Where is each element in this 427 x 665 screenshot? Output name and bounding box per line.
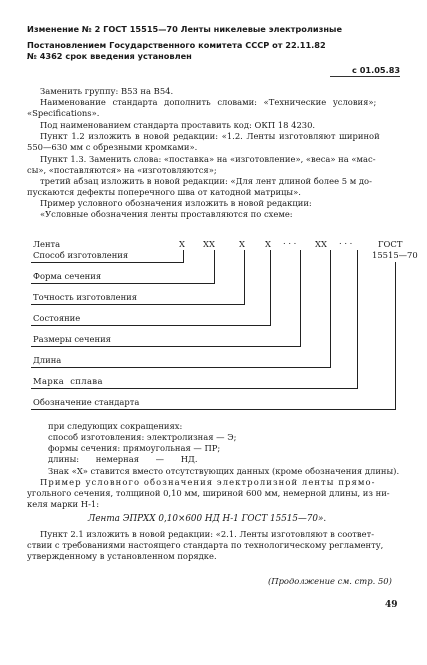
scheme-gost: ГОСТ — [378, 239, 403, 249]
connector-v3 — [244, 250, 245, 304]
connector-h4 — [31, 325, 271, 326]
paragraph-scheme-intro: «Условные обозначения ленты проставляются по схеме: — [40, 209, 293, 219]
scheme-code-5: . . . — [283, 236, 297, 246]
abbrev-intro: при следующих сокращениях: — [48, 421, 183, 431]
scheme-code-2: ХХ — [203, 239, 215, 249]
paragraph-third: третий абзац изложить в новой редакции: «Для лент длиной более 5 м до- — [40, 176, 372, 186]
example-para-cont: угольного сечения, толщиной 0,10 мм, шириной 600 мм, немерной длины, из ни- — [27, 488, 390, 498]
paragraph-example-intro: Пример условного обозначения изложить в новой редакции: — [40, 198, 312, 208]
paragraph-code: Под наименованием стандарта проставить код: ОКП 18 4230. — [40, 120, 316, 130]
scheme-row-method: Способ изготовления — [33, 250, 129, 260]
connector-v4 — [270, 250, 271, 325]
paragraph-1-3: Пункт 1.3. Заменить слова: «поставка» на «изготовление», «веса» на «мас- — [40, 154, 376, 164]
scheme-code-4: Х — [265, 239, 271, 249]
connector-v6 — [330, 250, 331, 367]
page-number: 49 — [385, 600, 398, 610]
paragraph-1-2: Пункт 1.2 изложить в новой редакции: «1.2. Ленты изготовляют шириной — [40, 131, 380, 141]
paragraph-1-2-cont: 550—630 мм с обрезными кромками». — [27, 142, 198, 152]
abbrev-form: формы сечения: прямоугольная — ПР; — [48, 443, 221, 453]
paragraph-2-1: Пункт 2.1 изложить в новой редакции: «2.1. Ленты изготовляют в соответ- — [40, 529, 375, 539]
paragraph-1-3-cont: сы», «поставляются» на «изготовляются»; — [27, 165, 217, 175]
scheme-row-grade: Марка сплава — [33, 376, 103, 386]
scheme-row-accuracy: Точность изготовления — [33, 292, 138, 302]
connector-v8 — [395, 262, 396, 409]
scheme-lenta: Лента — [33, 239, 61, 249]
scheme-row-state: Состояние — [33, 313, 81, 323]
example-para: Пример условного обозначения электролизной ленты прямо- — [40, 477, 376, 487]
scheme-gost-number: 15515—70 — [372, 250, 418, 260]
connector-h7 — [31, 388, 358, 389]
paragraph-name-cont: «Specifications». — [27, 108, 100, 118]
amendment-title: Изменение № 2 ГОСТ 15515—70 Ленты никелевые электролизные — [27, 24, 342, 34]
paragraph-group: Заменить группу: В53 на В54. — [40, 86, 174, 96]
decree-line: Постановлением Государственного комитета СССР от 22.11.82 — [27, 40, 326, 50]
connector-h8 — [31, 409, 396, 410]
example-para-cont2: келя марки Н-1: — [27, 499, 100, 509]
connector-v7 — [357, 250, 358, 388]
connector-h3 — [31, 304, 245, 305]
scheme-code-3: Х — [239, 239, 245, 249]
scheme-row-size: Размеры сечения — [33, 334, 111, 344]
scheme-row-section-form: Форма сечения — [33, 271, 102, 281]
connector-h6 — [31, 367, 331, 368]
connector-h5 — [31, 346, 301, 347]
paragraph-name: Наименование стандарта дополнить словами: «Технические условия»; — [40, 97, 377, 107]
scheme-row-length: Длина — [33, 355, 62, 365]
connector-v1 — [183, 250, 184, 262]
connector-h2 — [31, 283, 215, 284]
date-underline — [330, 76, 400, 77]
paragraph-2-1-cont2: утвержденному в установленном порядке. — [27, 551, 217, 561]
paragraph-third-cont: пускаются дефекты поперечного шва от катодной матрицы». — [27, 187, 301, 197]
scheme-code-7: . . . — [339, 236, 353, 246]
abbrev-length: длины: немерная — НД. — [48, 454, 198, 464]
note-x-sign: Знак «Х» ставится вместо отсутствующих данных (кроме обозначения длины). — [48, 466, 400, 476]
decree-number-line: № 4362 срок введения установлен — [27, 51, 192, 61]
scheme-code-6: ХХ — [315, 239, 327, 249]
scheme-row-standard: Обозначение стандарта — [33, 397, 140, 407]
abbrev-method: способ изготовления: электролизная — Э; — [48, 432, 237, 442]
connector-v5 — [300, 250, 301, 346]
scheme-code-1: Х — [179, 239, 185, 249]
connector-h1 — [31, 262, 184, 263]
example-designation: Лента ЭПРХХ 0,10×600 НД Н-1 ГОСТ 15515—70». — [88, 514, 327, 524]
paragraph-2-1-cont: ствии с требованиями настоящего стандарта по технологическому регламенту, — [27, 540, 384, 550]
effective-date: с 01.05.83 — [352, 65, 401, 75]
continuation-note: (Продолжение см. стр. 50) — [268, 576, 392, 586]
connector-v2 — [214, 250, 215, 283]
